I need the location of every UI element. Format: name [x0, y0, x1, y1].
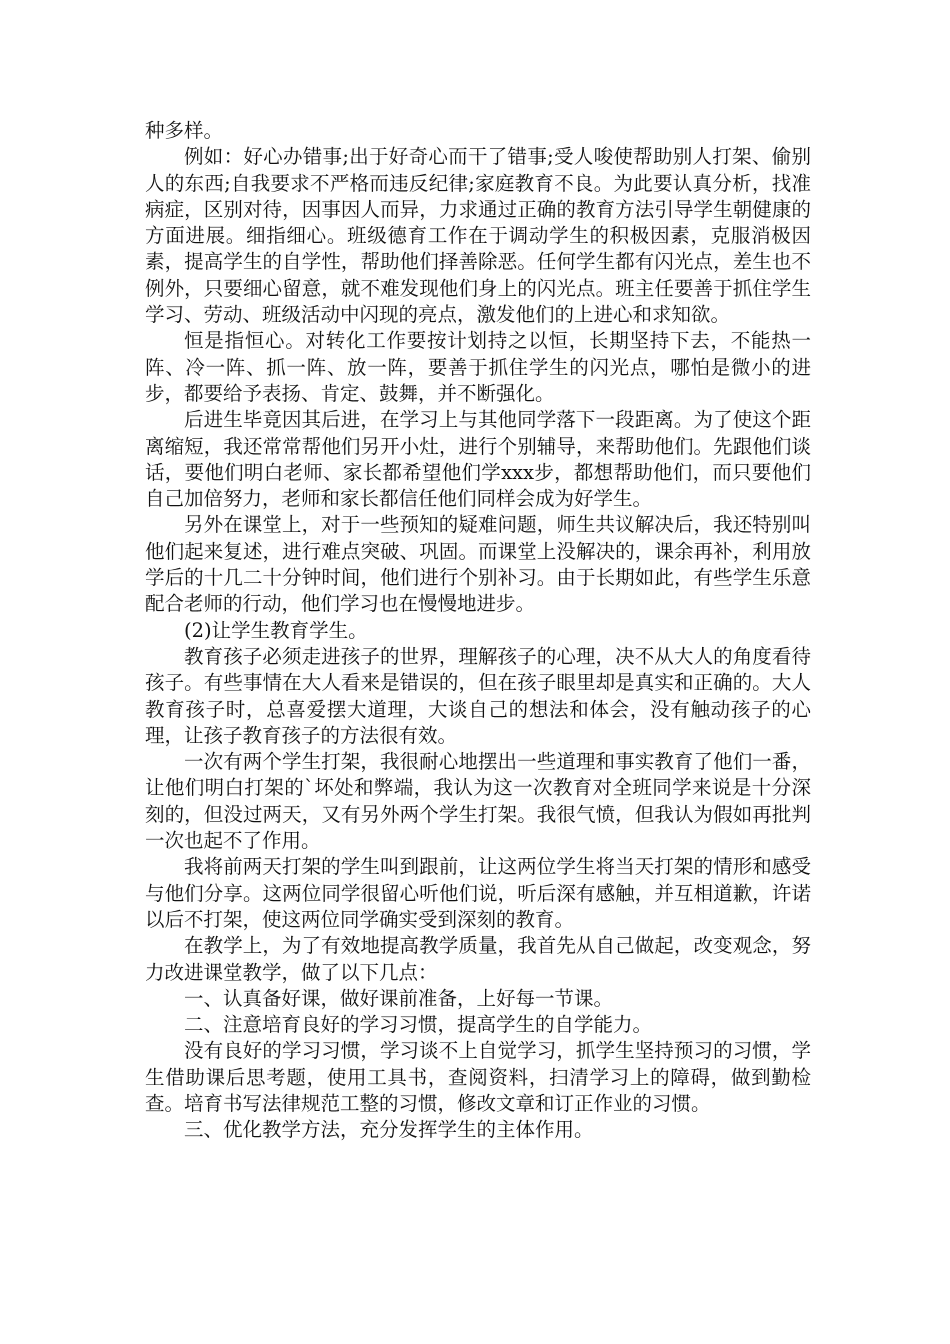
- document-body: [145, 118, 811, 1144]
- paragraph-child-world: 教育孩子必须走进孩子的世界，理解孩子的心理，决不从大人的角度看待孩子。有些事情在大人看来是错误的，但在孩子眼里却是真实和正确的。大人教育孩子时，总喜爱摆大道理，大谈自己的想法和体会，没有触动孩子的心理，让孩子教育孩子的方法很有效。: [145, 644, 811, 747]
- paragraph-study-habits-detail: 没有良好的学习习惯，学习谈不上自觉学习，抓学生坚持预习的习惯，学生借助课后思考题，使用工具书，查阅资料，扫清学习上的障碍，做到勤检查。培育书写法律规范工整的习惯，修改文章和订正作业的习惯。: [145, 1039, 811, 1115]
- list-item-teaching-methods: 三、优化教学方法，充分发挥学生的主体作用。: [184, 1118, 594, 1142]
- section-heading-peer-education: (2)让学生教育学生。: [184, 618, 368, 642]
- paragraph-fight-story: 一次有两个学生打架，我很耐心地摆出一些道理和事实教育了他们一番，让他们明白打架的`坏处和弊端，我认为这一次教育对全班同学来说是十分深刻的，但没过两天，又有另外两个学生打架。我很气愤，但我认为假如再批判一次也起不了作用。: [145, 750, 811, 853]
- paragraph-classroom: 另外在课堂上，对于一些预知的疑难问题，师生共议解决后，我还特别叫他们起来复述，进行难点突破、巩固。而课堂上没解决的，课余再补，利用放学后的十几二十分钟时间，他们进行个别补习。由于长期如此，有些学生乐意配合老师的行动，他们学习也在慢慢地进步。: [145, 513, 811, 616]
- paragraph-sharing: 我将前两天打架的学生叫到跟前，让这两位学生将当天打架的情形和感受与他们分享。这两位同学很留心听他们说，听后深有感触，并互相道歉，许诺以后不打架，使这两位同学确实受到深刻的教育。: [145, 855, 811, 931]
- paragraph-perseverance: 恒是指恒心。对转化工作要按计划持之以恒，长期坚持下去，不能热一阵、冷一阵、抓一阵、放一阵，要善于抓住学生的闪光点，哪怕是微小的进步，都要给予表扬、肯定、鼓舞，并不断强化。: [145, 329, 811, 405]
- list-item-prepare-lessons: 一、认真备好课，做好课前准备，上好每一节课。: [184, 986, 614, 1010]
- paragraph-continuation: 种多样。: [145, 119, 224, 142]
- paragraph-example: 例如：好心办错事;出于好奇心而干了错事;受人唆使帮助别人打架、偷别人的东西;自我要求不严格而违反纪律;家庭教育不良。为此要认真分析，找准病症，区别对待，因事因人而异，力求通过正确的教育方法引导学生朝健康的方面进展。细指细心。班级德育工作在于调动学生的积极因素，克服消极因素，提高学生的自学性，帮助他们择善除恶。任何学生都有闪光点，差生也不例外，只要细心留意，就不难发现他们身上的闪光点。班主任要善于抓住学生学习、劳动、班级活动中闪现的亮点，激发他们的上进心和求知欲。: [145, 145, 811, 327]
- paragraph-tutoring: 后进生毕竟因其后进，在学习上与其他同学落下一段距离。为了使这个距离缩短，我还常常帮他们另开小灶，进行个别辅导，来帮助他们。先跟他们谈话，要他们明白老师、家长都希望他们学xxx步，都想帮助他们，而只要他们自己加倍努力，老师和家长都信任他们同样会成为好学生。: [145, 408, 811, 511]
- paragraph-teaching-intro: 在教学上，为了有效地提高教学质量，我首先从自己做起，改变观念，努力改进课堂教学，做了以下几点：: [145, 934, 811, 984]
- list-item-study-habits: 二、注意培育良好的学习习惯，提高学生的自学能力。: [184, 1013, 653, 1037]
